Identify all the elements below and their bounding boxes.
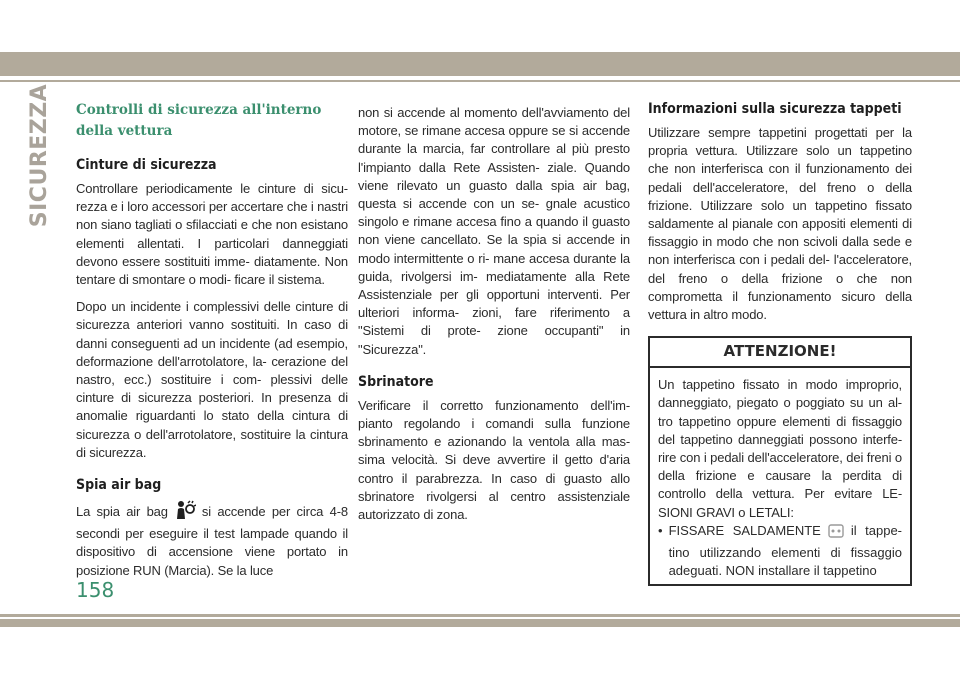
paragraph-spia-continued: non si accende al momento dell'avviamento del motore, se rimane accesa oppure se si accende durante la marcia, far controllare al più presto l'impianto dalla Rete Assisten- ziale. Quando viene rilevato un guasto dalla spia air bag, questa si accende con un se- gnale acustico singolo e rimane accesa fino a quando il guasto non viene cancellato. Se la spia si accende in modo intermittente o ri- mane accesa durante la guida, rivolgersi im- mediatamente alla Rete Assistenziale per gli opportuni interventi. Per ulteriori informa- zioni, fare riferimento a "Sistemi di prote- zione occupanti" in "Sicurezza". bbox=[358, 105, 630, 357]
paragraph-sbrinatore: Verificare il corretto funzionamento dell'im- pianto regolando i comandi sulla funzione sbrinamento e azionando la ventola alla mas- sima velocità. Si deve avvertire il getto d'aria contro il parabrezza. In caso di guasto allo sbrinatore rivolgersi al centro assistenziale autorizzato di zona. bbox=[358, 397, 630, 523]
warning-bullet: • FISSARE SALDAMENTE il tappe- tino utilizzando elementi di fissaggio adeguati. NON installare il tappetino bbox=[658, 522, 902, 581]
header-band bbox=[0, 52, 960, 76]
heading-cinture: Cinture di sicurezza bbox=[76, 157, 217, 173]
warning-box bbox=[648, 336, 912, 586]
header-rule bbox=[0, 80, 960, 82]
bullet-dot: • bbox=[658, 522, 663, 538]
paragraph-cinture-2: Dopo un incidente i complessivi delle cinture di sicurezza anteriori vanno sostituiti. In caso di danni conseguenti ad un incidente (ad esempio, deformazione dell'arrotolatore, la- cerazione del nastro, ecc.) sostituire i com- plessivi delle cinture di sicurezza posteriori. In presenza di anomalie riguardanti lo stato della cintura di sicurezza o dell'arrotolatore, sostituire la cintura di sicurezza. bbox=[76, 299, 348, 460]
warning-title: ATTENZIONE! bbox=[650, 338, 910, 368]
floor-mat-icon bbox=[827, 523, 845, 544]
heading-spia-airbag: Spia air bag bbox=[76, 477, 162, 494]
paragraph-spia-airbag: La spia air bag si accende per circa 4-8 secondi per eseguire il test lampade quando il dispositivo di accensione viene portato in posizione RUN (Marcia). Se la luce bbox=[76, 500, 348, 580]
column-left bbox=[76, 100, 348, 589]
page-number: 158 bbox=[76, 578, 115, 602]
airbag-warning-icon bbox=[174, 500, 196, 525]
heading-sbrinatore: Sbrinatore bbox=[358, 373, 434, 390]
footer-rule bbox=[0, 614, 960, 617]
warning-body bbox=[650, 368, 910, 584]
chapter-side-label: SICUREZZA bbox=[27, 83, 53, 227]
heading-tappeti: Informazioni sulla sicurezza tappeti bbox=[648, 101, 902, 117]
section-title: Controlli di sicurezza all'interno della vettura bbox=[76, 102, 322, 139]
warning-text: Un tappetino fissato in modo improprio, danneggiato, piegato o poggiato su un al- tro tappetino oppure elementi di fissaggio del tappetino danneggiati possono interfe- rire con i pedali dell'acceleratore, dei freni o della frizione e causare la perdita di controllo della vettura. Per evitare LE- SIONI GRAVI o LETALI: bbox=[658, 377, 902, 520]
footer-band bbox=[0, 619, 960, 627]
column-right bbox=[648, 100, 912, 586]
paragraph-cinture-1: Controllare periodicamente le cinture di sicu- rezza e i loro accessori per accertare che i nastri non siano tagliati o sfilacciati e che non esistano elementi allentati. I particolari danneggiati devono essere sostituiti imme- diatamente. Non tentare di smontare o modi- ficare il sistema. bbox=[76, 181, 348, 288]
paragraph-tappeti: Utilizzare sempre tappetini progettati per la propria vettura. Utilizzare solo un tappetino che non interferisca con il funzionamento dei pedali dell'acceleratore, del freno o della frizione. Utilizzare solo un tappetino fissato saldamente al pianale con appositi elementi di fissaggio in modo che non scivoli dalla sede e non interferisca con i pedali del- l'acceleratore, del freno o della frizione o che non comprometta il funzionamento sicuro della vettura in altro modo. bbox=[648, 125, 912, 323]
column-middle bbox=[358, 104, 630, 533]
